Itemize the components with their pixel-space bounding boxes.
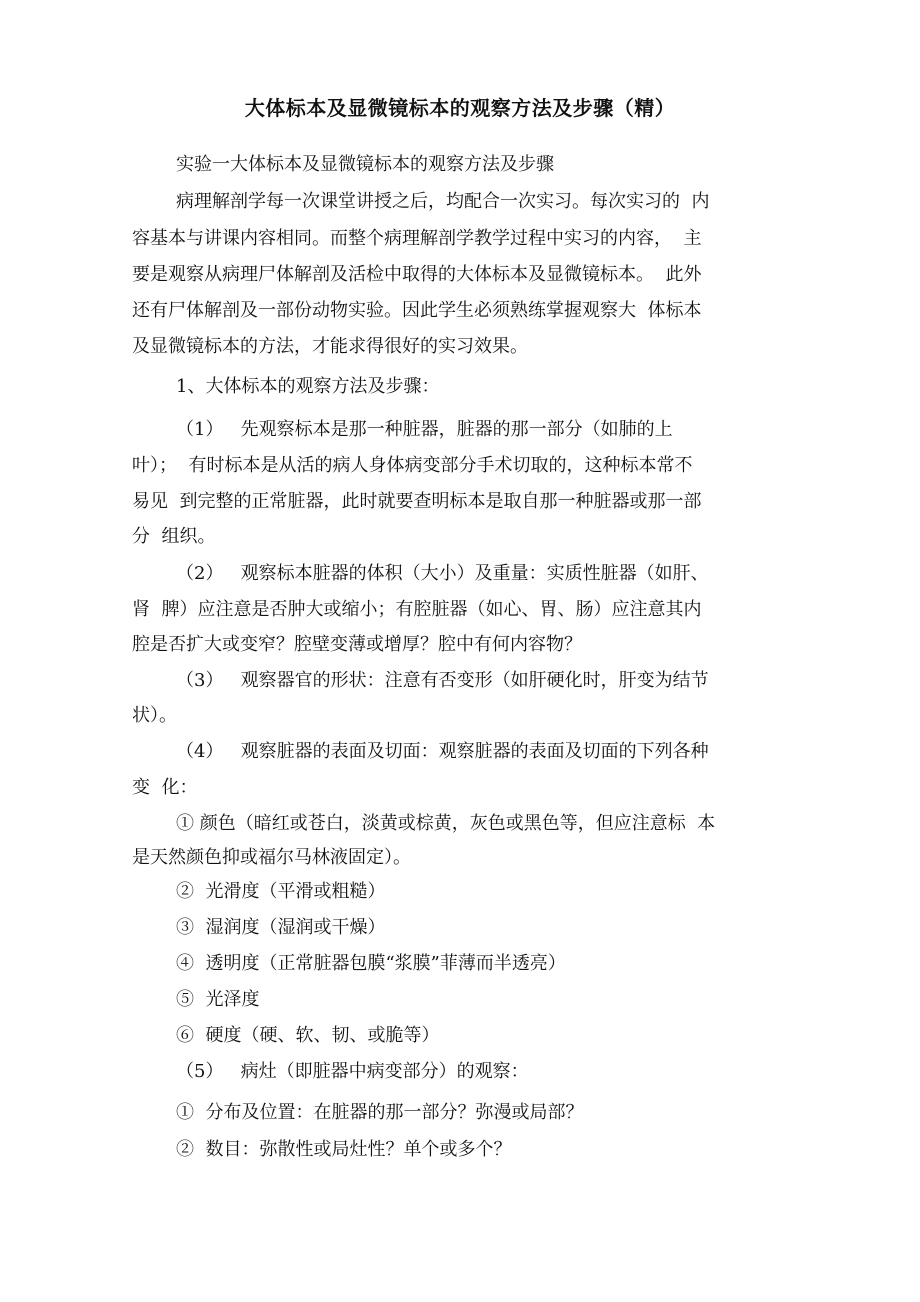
paragraph-line: 易见 到完整的正常脏器，此时就要查明标本是取自那一种脏器或那一部 — [132, 491, 702, 512]
list-item: 是天然颜色抑或福尔马林液固定）。 — [132, 847, 411, 868]
list-item: ① 分布及位置：在脏器的那一部分？弥漫或局部？ — [176, 1102, 584, 1123]
paragraph-line: 实验一大体标本及显微镜标本的观察方法及步骤 — [176, 154, 554, 175]
paragraph-line: 病理解剖学每一次课堂讲授之后，均配合一次实习。每次实习的 内 — [176, 191, 710, 212]
paragraph-line: （4） 观察脏器的表面及切面：观察脏器的表面及切面的下列各种 — [176, 741, 709, 762]
paragraph-line: 要是观察从病理尸体解剖及活检中取得的大体标本及显微镜标本。 此外 — [132, 264, 702, 285]
paragraph-line: 叶）； 有时标本是从活的病人身体病变部分手术切取的，这种标本常不 — [132, 455, 693, 476]
paragraph-line: 状）。 — [132, 705, 177, 726]
paragraph-line: 腔是否扩大或变窄？腔壁变薄或增厚？腔中有何内容物？ — [132, 634, 582, 655]
list-item: ② 光滑度（平滑或粗糙） — [176, 881, 386, 902]
list-item: ⑥ 硬度（硬、软、韧、或脆等） — [176, 1025, 440, 1046]
paragraph-line: （2） 观察标本脏器的体积（大小）及重量：实质性脏器（如肝、 — [176, 563, 709, 584]
paragraph-line: 肾 脾）应注意是否肿大或缩小；有腔脏器（如心、胃、肠）应注意其内 — [132, 599, 702, 620]
paragraph-line: （1） 先观察标本是那一种脏器，脏器的那一部分（如肺的上 — [176, 419, 673, 440]
list-item: ④ 透明度（正常脏器包膜“浆膜”菲薄而半透亮） — [176, 953, 566, 974]
list-item: ③ 湿润度（湿润或干燥） — [176, 917, 386, 938]
page-title: 大体标本及显微镜标本的观察方法及步骤（精） — [244, 96, 676, 120]
section-heading: 1、大体标本的观察方法及步骤： — [176, 376, 440, 397]
paragraph-line: 分 组织。 — [132, 526, 216, 547]
paragraph-line: （5） 病灶（即脏器中病变部分）的观察： — [176, 1061, 529, 1082]
paragraph-line: 及显微镜标本的方法，才能求得很好的实习效果。 — [132, 336, 528, 357]
paragraph-line: 容基本与讲课内容相同。而整个病理解剖学教学过程中实习的内容， 主 — [132, 228, 702, 249]
list-item: ⑤ 光泽度 — [176, 989, 260, 1010]
list-item: ② 数目：弥散性或局灶性？单个或多个？ — [176, 1139, 512, 1160]
paragraph-line: （3） 观察器官的形状：注意有否变形（如肝硬化时，肝变为结节 — [176, 670, 709, 691]
list-item: ① 颜色（暗红或苍白，淡黄或棕黄，灰色或黑色等，但应注意标 本 — [176, 813, 716, 834]
paragraph-line: 还有尸体解剖及一部份动物实验。因此学生必须熟练掌握观察大 体标本 — [132, 300, 702, 321]
paragraph-line: 变 化： — [132, 777, 198, 798]
